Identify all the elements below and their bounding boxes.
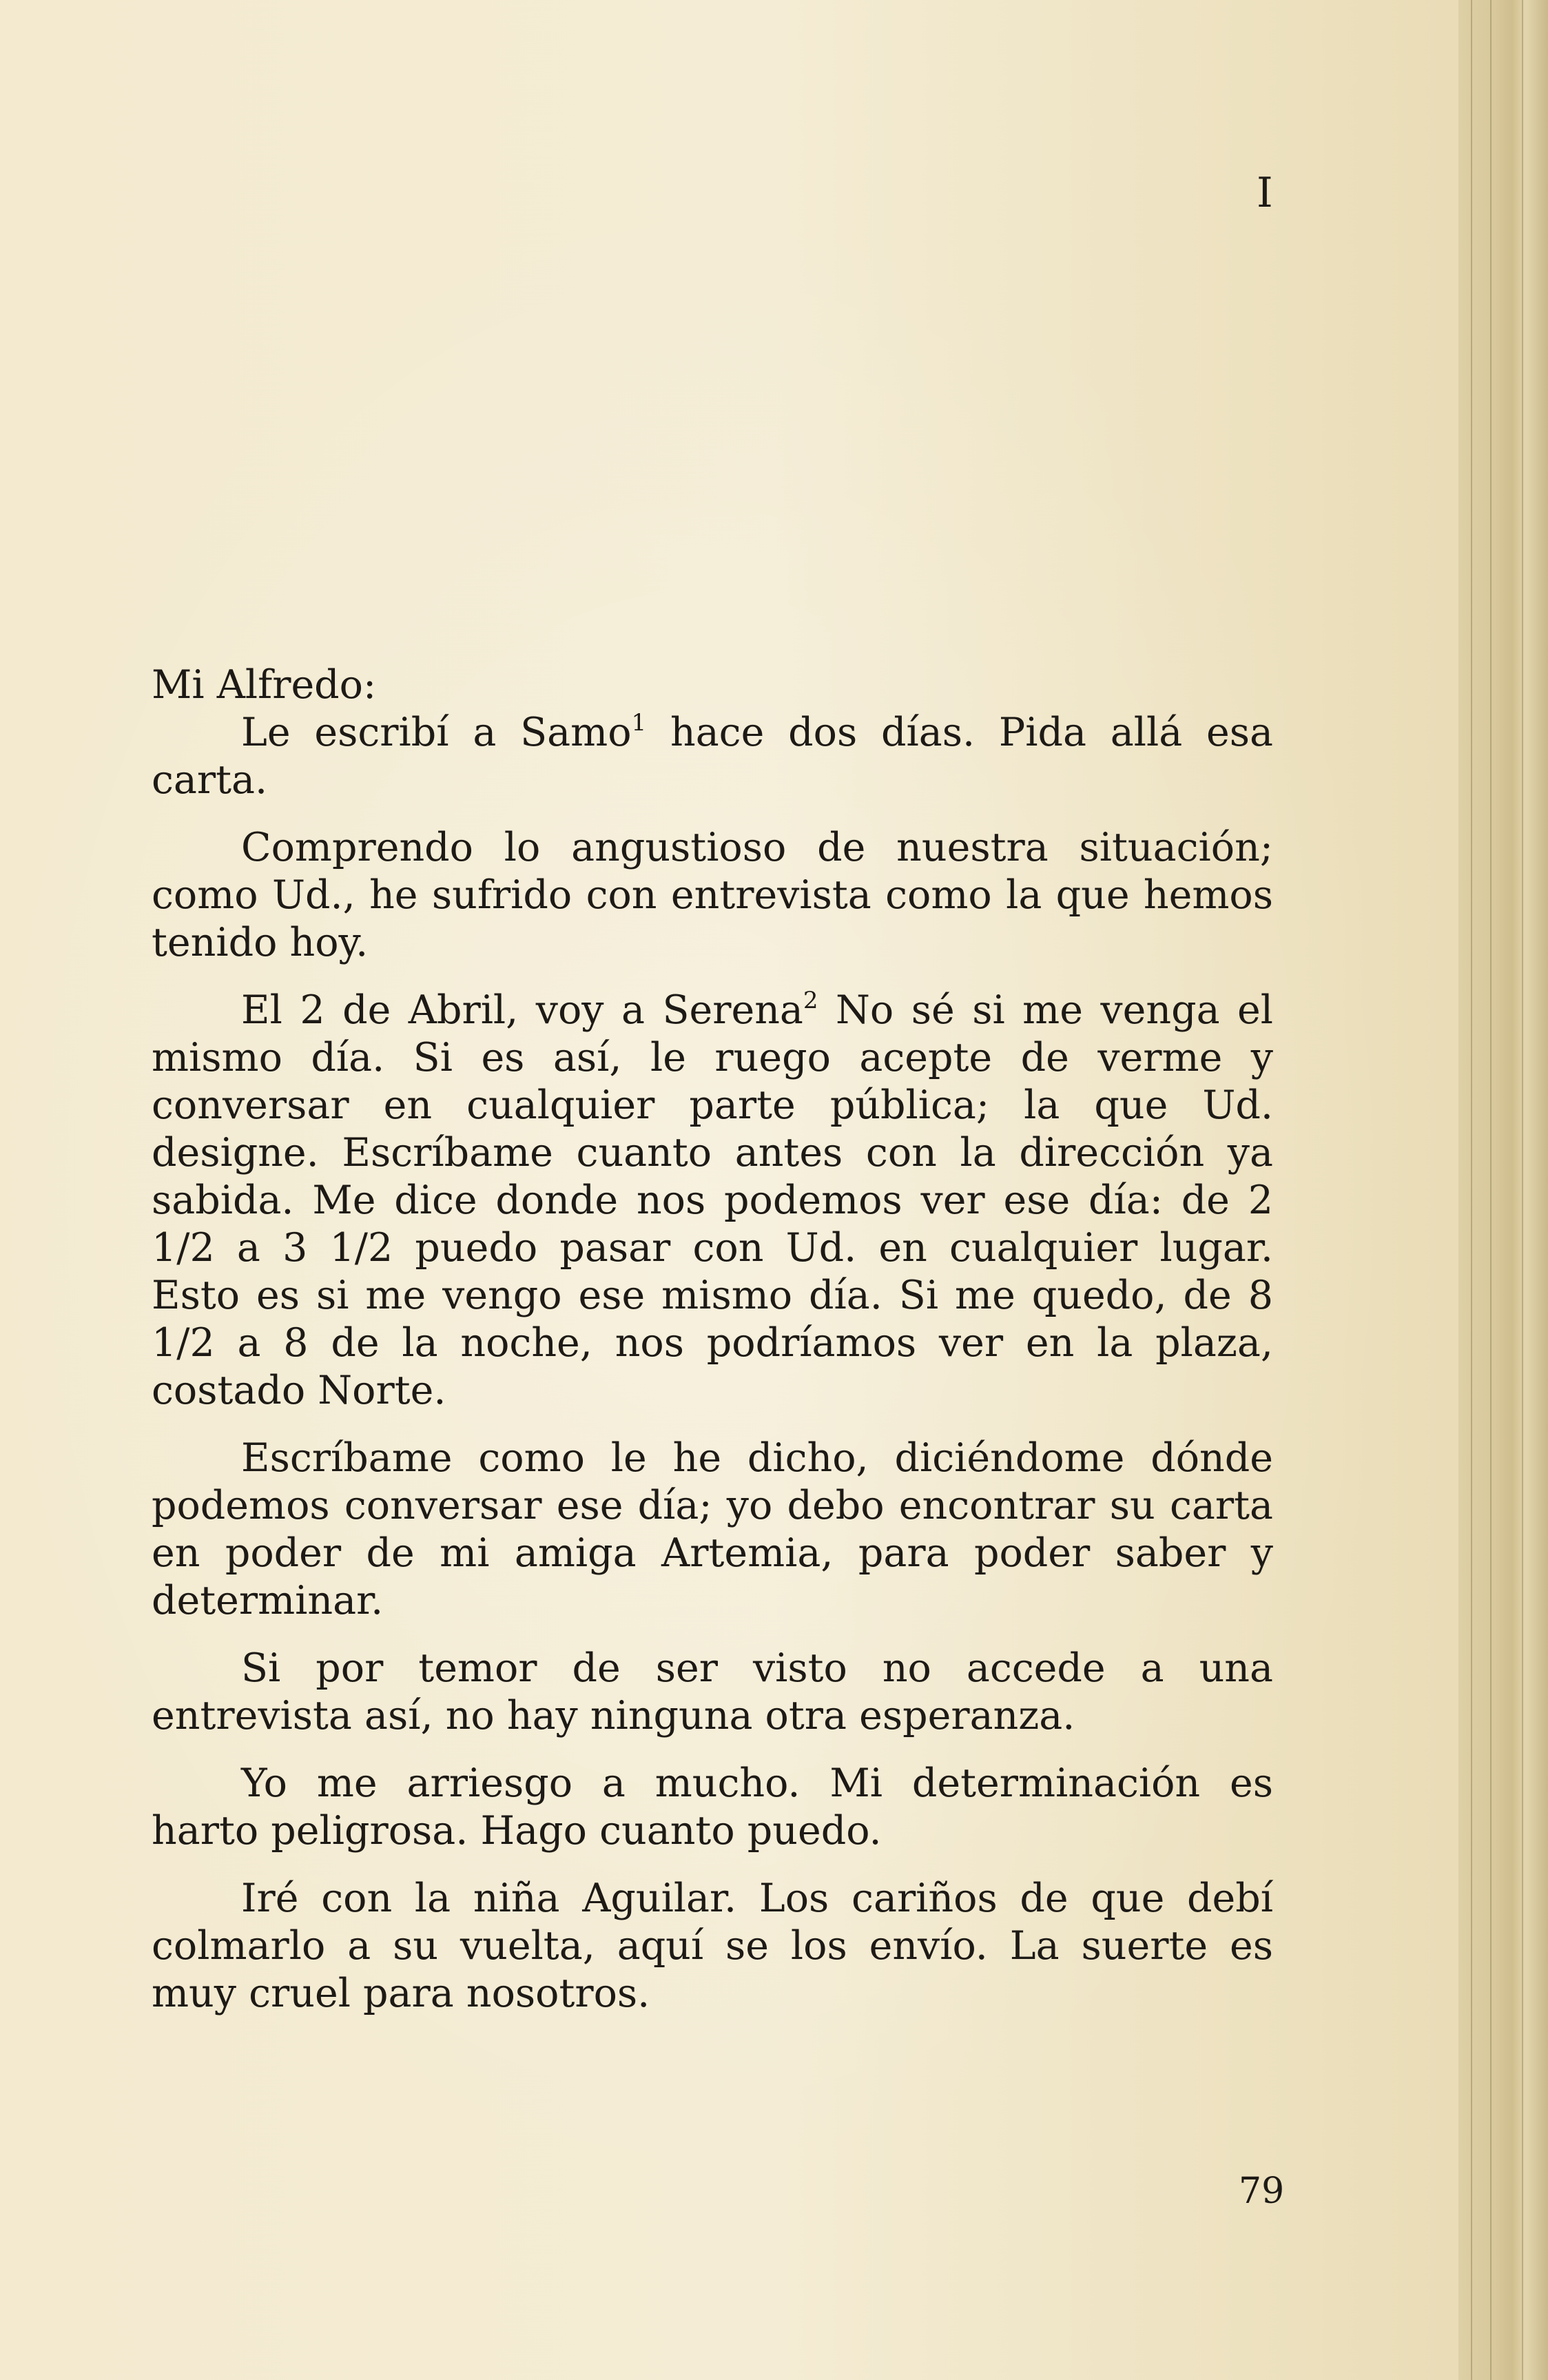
letter-paragraph: Si por temor de ser visto no accede a una entrevista así, no hay ninguna otra esperanza. <box>152 1645 1273 1738</box>
page-edge-line <box>1471 0 1472 2380</box>
footnote-marker: 1 <box>631 709 647 737</box>
page-edge-line <box>1522 0 1523 2380</box>
paragraph-text: hace dos días. Pida allá esa carta. <box>152 710 1273 803</box>
footnote-marker: 2 <box>803 987 818 1014</box>
page-edge <box>1458 0 1548 2380</box>
page-number: 79 <box>1239 2171 1285 2212</box>
letter-paragraph: Escríbame como le he dicho, diciéndome dónde podemos conversar ese día; yo debo encontrar su carta en poder de mi amiga Artemia, para poder saber y determinar. <box>152 1435 1273 1623</box>
letter-paragraph: Iré con la niña Aguilar. Los cariños de que debí colmarlo a su vuelta, aquí se los envío. La suerte es muy cruel para nosotros. <box>152 1876 1273 2016</box>
letter-paragraph <box>152 987 1273 1415</box>
letter-paragraph <box>152 709 1273 804</box>
paragraph-text: No sé si me venga el mismo día. Si es así, le ruego acepte de verme y conversar en cualquier parte pública; la que Ud. designe. Escríbame cuanto antes con la dirección ya sabida. Me dice donde nos podemos ver ese día: de 2 1/2 a 3 1/2 puedo pasar con Ud. en cualquier lugar. Esto es si me vengo ese mismo día. Si me quedo, de 8 1/2 a 8 de la noche, nos podríamos ver en la plaza, costado Norte. <box>152 987 1274 1413</box>
chapter-numeral: I <box>1257 169 1273 217</box>
page-edge-line <box>1490 0 1492 2380</box>
letter-paragraph: Yo me arriesgo a mucho. Mi determinación es harto peligrosa. Hago cuanto puedo. <box>152 1761 1273 1854</box>
letter-paragraph: Comprendo lo angustioso de nuestra situación; como Ud., he sufrido con entrevista como la que hemos tenido hoy. <box>152 825 1273 965</box>
letter-salutation: Mi Alfredo: <box>152 662 377 708</box>
letter-body <box>152 661 1273 2038</box>
paragraph-text: El 2 de Abril, voy a Serena <box>241 987 803 1033</box>
paragraph-text: Le escribí a Samo <box>241 710 632 755</box>
